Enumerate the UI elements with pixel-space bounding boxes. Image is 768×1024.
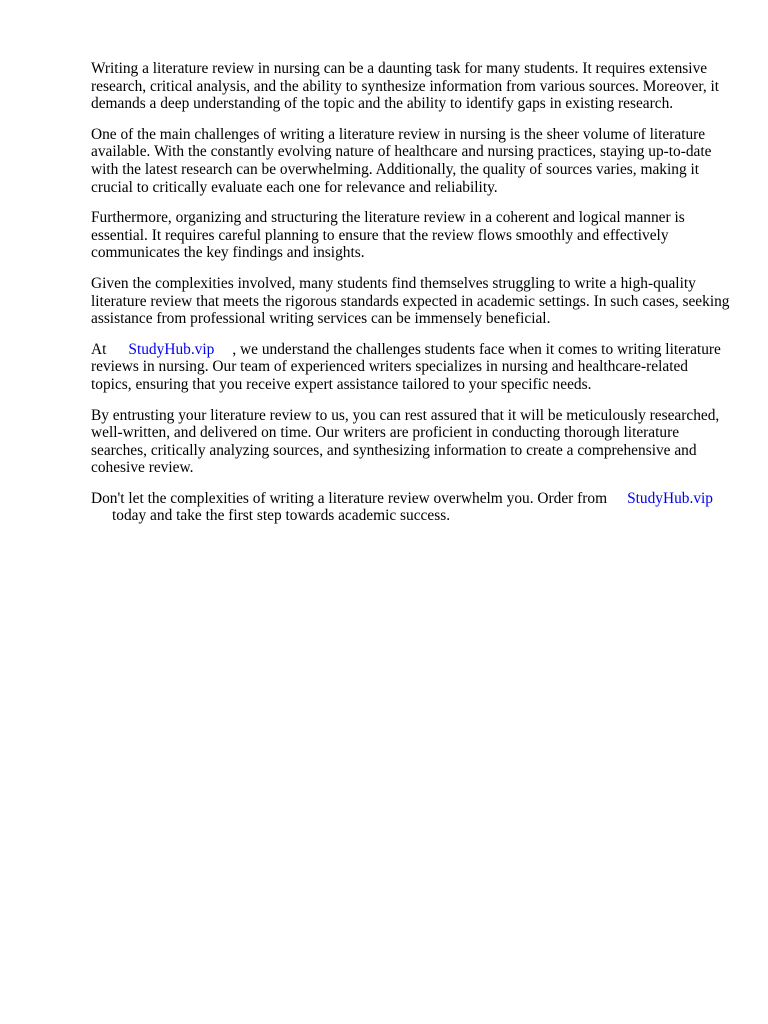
paragraph-call-to-action: [91, 490, 731, 525]
paragraph-studyhub-intro: [91, 341, 731, 394]
cta-prefix: Don't let the complexities of writing a literature review overwhelm you. Order from: [91, 489, 608, 507]
cta-suffix: today and take the first step towards academic success.: [112, 507, 451, 525]
studyhub-link[interactable]: StudyHub.vip: [128, 340, 215, 358]
paragraph-complexities: Given the complexities involved, many students find themselves struggling to write a high-quality literature review that meets the rigorous standards expected in academic settings. In such cases, seeking assistance from professional writing services can be immensely beneficial.: [91, 274, 730, 328]
at-suffix: , we understand the challenges students face when it comes to writing literature reviews in nursing. Our team of experienced writers specializes in nursing and healthcare-related topics, ensuring that you receive expert assistance tailored to your specific needs.: [91, 340, 721, 393]
paragraph-challenges: One of the main challenges of writing a literature review in nursing is the sheer volume of literature available. With the constantly evolving nature of healthcare and nursing practices, staying up-to-date with the latest research can be overwhelming. Additionally, the quality of sources varies, making it crucial to critically evaluate each one for relevance and reliability.: [91, 125, 712, 196]
at-prefix: At: [91, 340, 107, 358]
studyhub-link-cta[interactable]: StudyHub.vip: [627, 489, 714, 507]
paragraph-intro: Writing a literature review in nursing can be a daunting task for many students. It requires extensive research, critical analysis, and the ability to synthesize information from various sources. Moreover, it demands a deep understanding of the topic and the ability to identify gaps in existing research.: [91, 60, 720, 113]
paragraph-entrusting: By entrusting your literature review to us, you can rest assured that it will be meticulously researched, well-written, and delivered on time. Our writers are proficient in conducting thorough literature searches, critically analyzing sources, and synthesizing information to create a comprehensive and cohesive review.: [91, 406, 720, 477]
document-body: [91, 60, 731, 538]
paragraph-organizing: Furthermore, organizing and structuring the literature review in a coherent and logical manner is essential. It requires careful planning to ensure that the review flows smoothly and effectively communicates the key findings and insights.: [91, 209, 685, 262]
